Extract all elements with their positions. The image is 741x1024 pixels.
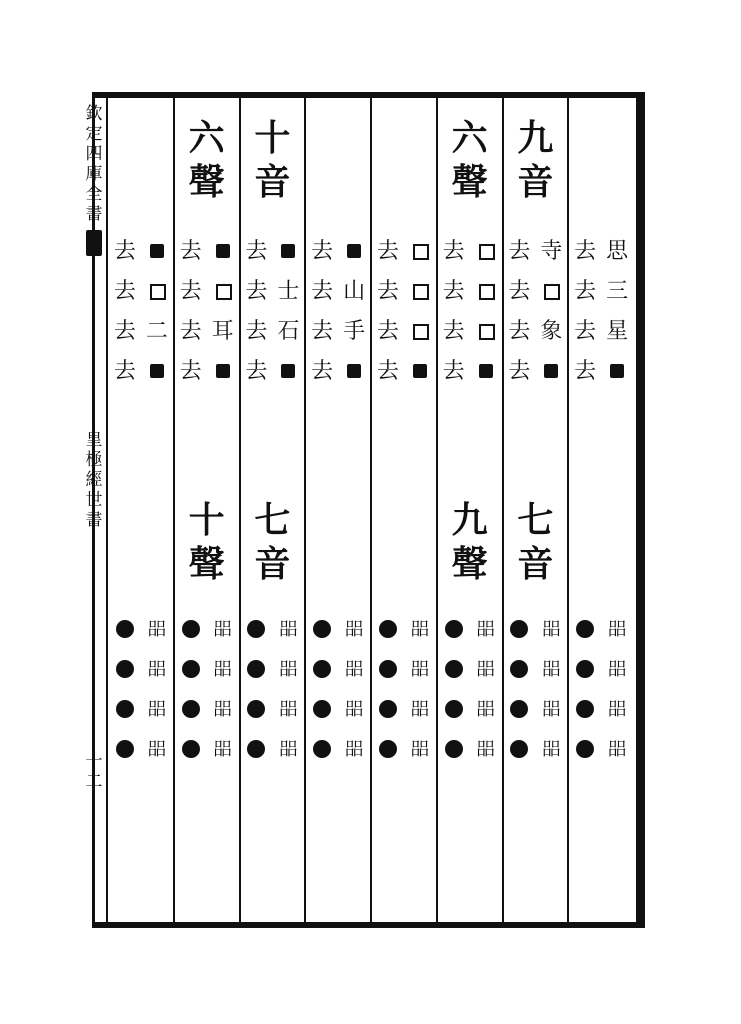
text-char: 去 [574, 279, 597, 304]
text-char: 去 [376, 359, 399, 384]
filled-circle-mark [505, 610, 533, 650]
text-char: 㗊 [410, 619, 429, 640]
margin-book-char: 皇 [85, 430, 103, 450]
text-char: 㗊 [345, 619, 364, 640]
text-char: 士 [277, 279, 300, 304]
text-char: 㗊 [345, 659, 364, 680]
filled-square-mark [209, 352, 237, 392]
right-sub-column [209, 610, 237, 770]
filled-circle-mark [177, 650, 205, 690]
upper-entry-block [371, 232, 437, 392]
text-char: 㗊 [410, 739, 429, 760]
filled-square-mark [406, 352, 434, 392]
heading-char: 聲 [188, 161, 225, 203]
heading-char: 音 [254, 161, 291, 203]
column-heading [437, 498, 503, 586]
empty-square-mark [406, 312, 434, 352]
text-char: 去 [311, 239, 334, 264]
filled-circle-mark [374, 650, 402, 690]
filled-circle-mark [111, 610, 139, 650]
upper-entry-block [305, 232, 371, 392]
filled-circle-mark [111, 730, 139, 770]
text-char: 手 [343, 319, 366, 344]
text-char: 去 [113, 239, 136, 264]
text-char: 㗊 [147, 619, 166, 640]
margin-title-char: 四 [85, 144, 103, 164]
right-sub-column [603, 610, 631, 770]
text-char: 㗊 [279, 699, 298, 720]
empty-square-mark [537, 272, 565, 312]
frame-bottom-border [92, 922, 644, 928]
heading-char: 音 [517, 161, 554, 203]
text-char: 㗊 [410, 699, 429, 720]
text-char: 去 [245, 319, 268, 344]
text-char: 去 [442, 239, 465, 264]
empty-square-mark [406, 232, 434, 272]
filled-circle-mark [505, 690, 533, 730]
text-char: 㗊 [147, 739, 166, 760]
margin-book-char: 極 [85, 450, 103, 470]
text-char: 二 [145, 319, 168, 344]
text-char: 去 [508, 239, 531, 264]
text-column [568, 98, 634, 922]
heading-char: 七 [517, 499, 554, 541]
left-sub-column [177, 610, 205, 770]
filled-circle-mark [440, 730, 468, 770]
heading-char: 七 [254, 499, 291, 541]
lower-entry-block [568, 610, 634, 770]
text-char: 去 [508, 279, 531, 304]
text-char: 㗊 [345, 739, 364, 760]
margin-collection-title [84, 104, 104, 264]
text-char: 去 [376, 319, 399, 344]
left-sub-column [571, 610, 599, 770]
left-sub-column [571, 232, 599, 392]
margin-title-char: 庫 [85, 164, 103, 184]
right-sub-column [143, 610, 171, 770]
left-sub-column [505, 610, 533, 770]
filled-square-mark [537, 352, 565, 392]
text-char: 去 [574, 359, 597, 384]
heading-char: 六 [451, 117, 488, 159]
filled-circle-mark [177, 610, 205, 650]
text-char: 㗊 [213, 619, 232, 640]
margin-title-char: 全 [85, 184, 103, 204]
text-char: 㗊 [147, 699, 166, 720]
empty-square-mark [472, 272, 500, 312]
left-sub-column [505, 232, 533, 392]
filled-circle-mark [242, 730, 270, 770]
text-char: 去 [376, 279, 399, 304]
left-sub-column [111, 610, 139, 770]
text-char: 去 [245, 279, 268, 304]
text-char: 㗊 [213, 739, 232, 760]
text-column [305, 98, 371, 922]
lower-entry-block [240, 610, 306, 770]
heading-char: 音 [254, 543, 291, 585]
text-char: 去 [311, 359, 334, 384]
upper-entry-block [240, 232, 306, 392]
text-char: 去 [508, 359, 531, 384]
right-sub-column [472, 232, 500, 392]
text-char: 㗊 [542, 619, 561, 640]
heading-char: 聲 [451, 161, 488, 203]
upper-entry-block [108, 232, 174, 392]
margin-book-title [84, 430, 104, 530]
text-char: 三 [606, 279, 629, 304]
text-char: 去 [113, 319, 136, 344]
filled-circle-mark [308, 610, 336, 650]
text-column [503, 98, 569, 922]
filled-circle-mark [505, 650, 533, 690]
text-char: 去 [179, 239, 202, 264]
filled-circle-mark [505, 730, 533, 770]
right-sub-column [537, 232, 565, 392]
text-column [371, 98, 437, 922]
left-sub-column [177, 232, 205, 392]
column-heading [240, 498, 306, 586]
right-sub-column [274, 232, 302, 392]
text-char: 去 [179, 359, 202, 384]
text-column [240, 98, 306, 922]
text-char: 㗊 [476, 619, 495, 640]
text-char: 去 [245, 359, 268, 384]
filled-circle-mark [440, 650, 468, 690]
left-sub-column [374, 232, 402, 392]
right-sub-column [340, 610, 368, 770]
text-char: 㗊 [345, 699, 364, 720]
text-column [108, 98, 174, 922]
filled-circle-mark [308, 650, 336, 690]
lower-entry-block [371, 610, 437, 770]
heading-char: 九 [451, 499, 488, 541]
upper-entry-block [437, 232, 503, 392]
right-sub-column [537, 610, 565, 770]
upper-entry-block [503, 232, 569, 392]
right-sub-column [406, 610, 434, 770]
left-sub-column [242, 610, 270, 770]
left-sub-column [440, 232, 468, 392]
right-sub-column [274, 610, 302, 770]
text-char: 㗊 [279, 619, 298, 640]
column-heading [503, 498, 569, 586]
empty-square-mark [472, 312, 500, 352]
text-char: 去 [179, 279, 202, 304]
empty-square-mark [406, 272, 434, 312]
upper-entry-block [568, 232, 634, 392]
filled-circle-mark [177, 690, 205, 730]
lower-entry-block [437, 610, 503, 770]
filled-circle-mark [308, 730, 336, 770]
upper-entry-block [174, 232, 240, 392]
filled-square-mark [274, 352, 302, 392]
text-char: 㗊 [608, 739, 627, 760]
text-char: 去 [442, 279, 465, 304]
text-char: 㗊 [542, 739, 561, 760]
heading-char: 六 [188, 117, 225, 159]
filled-square-mark [274, 232, 302, 272]
text-char: 㗊 [279, 739, 298, 760]
heading-char: 十 [254, 117, 291, 159]
empty-square-mark [472, 232, 500, 272]
text-char: 去 [179, 319, 202, 344]
column-heading [174, 498, 240, 586]
filled-circle-mark [242, 610, 270, 650]
heading-char: 九 [517, 117, 554, 159]
filled-circle-mark [242, 650, 270, 690]
text-char: 㗊 [476, 699, 495, 720]
filled-circle-mark [111, 650, 139, 690]
left-sub-column [440, 610, 468, 770]
text-char: 石 [277, 319, 300, 344]
right-sub-column [406, 232, 434, 392]
text-char: 去 [113, 279, 136, 304]
filled-square-mark [472, 352, 500, 392]
right-sub-column [603, 232, 631, 392]
filled-circle-mark [571, 690, 599, 730]
right-sub-column [209, 232, 237, 392]
filled-circle-mark [571, 650, 599, 690]
left-sub-column [308, 610, 336, 770]
text-char: 㗊 [608, 619, 627, 640]
left-sub-column [374, 610, 402, 770]
filled-circle-mark [571, 730, 599, 770]
column-heading [437, 116, 503, 204]
text-char: 思 [606, 239, 629, 264]
filled-circle-mark [374, 730, 402, 770]
text-column [437, 98, 503, 922]
text-char: 山 [343, 279, 366, 304]
filled-square-mark [340, 232, 368, 272]
heading-char: 十 [188, 499, 225, 541]
margin-seal-mark [86, 230, 102, 256]
text-char: 去 [376, 239, 399, 264]
right-sub-column [340, 232, 368, 392]
filled-circle-mark [111, 690, 139, 730]
text-char: 㗊 [476, 659, 495, 680]
empty-square-mark [209, 272, 237, 312]
filled-square-mark [603, 352, 631, 392]
margin-book-char: 世 [85, 490, 103, 510]
text-char: 㗊 [213, 699, 232, 720]
filled-circle-mark [374, 690, 402, 730]
text-column [174, 98, 240, 922]
filled-circle-mark [177, 730, 205, 770]
empty-square-mark [143, 272, 171, 312]
text-char: 㗊 [147, 659, 166, 680]
column-heading [240, 116, 306, 204]
margin-book-char: 經 [85, 470, 103, 490]
filled-square-mark [143, 352, 171, 392]
text-char: 耳 [211, 319, 234, 344]
column-heading [503, 116, 569, 204]
margin-page-char: 十 [85, 752, 103, 772]
right-sub-column [143, 232, 171, 392]
margin-book-char: 書 [85, 510, 103, 530]
lower-entry-block [305, 610, 371, 770]
filled-circle-mark [242, 690, 270, 730]
text-char: 㗊 [608, 699, 627, 720]
lower-entry-block [174, 610, 240, 770]
margin-page-char: 二 [85, 772, 103, 792]
text-char: 㗊 [476, 739, 495, 760]
text-char: 㗊 [213, 659, 232, 680]
text-char: 去 [508, 319, 531, 344]
text-char: 寺 [540, 239, 563, 264]
text-char: 㗊 [410, 659, 429, 680]
text-char: 去 [574, 319, 597, 344]
frame-right-border [636, 92, 645, 928]
text-char: 去 [574, 239, 597, 264]
margin-title-char: 欽 [85, 104, 103, 124]
filled-circle-mark [308, 690, 336, 730]
heading-char: 聲 [451, 543, 488, 585]
left-sub-column [308, 232, 336, 392]
filled-circle-mark [440, 690, 468, 730]
filled-circle-mark [374, 610, 402, 650]
left-sub-column [242, 232, 270, 392]
filled-square-mark [143, 232, 171, 272]
text-char: 㗊 [542, 699, 561, 720]
text-char: 㗊 [608, 659, 627, 680]
margin-title-char: 定 [85, 124, 103, 144]
lower-entry-block [503, 610, 569, 770]
heading-char: 音 [517, 543, 554, 585]
text-char: 去 [311, 279, 334, 304]
left-sub-column [111, 232, 139, 392]
filled-square-mark [209, 232, 237, 272]
text-char: 㗊 [542, 659, 561, 680]
margin-page-number [84, 752, 104, 792]
text-char: 去 [442, 359, 465, 384]
text-char: 㗊 [279, 659, 298, 680]
text-char: 象 [540, 319, 563, 344]
heading-char: 聲 [188, 543, 225, 585]
text-char: 去 [442, 319, 465, 344]
text-char: 去 [311, 319, 334, 344]
filled-circle-mark [571, 610, 599, 650]
column-heading [174, 116, 240, 204]
text-char: 去 [245, 239, 268, 264]
filled-square-mark [340, 352, 368, 392]
text-char: 星 [606, 319, 629, 344]
text-char: 去 [113, 359, 136, 384]
lower-entry-block [108, 610, 174, 770]
right-sub-column [472, 610, 500, 770]
margin-title-char: 書 [85, 204, 103, 224]
filled-circle-mark [440, 610, 468, 650]
